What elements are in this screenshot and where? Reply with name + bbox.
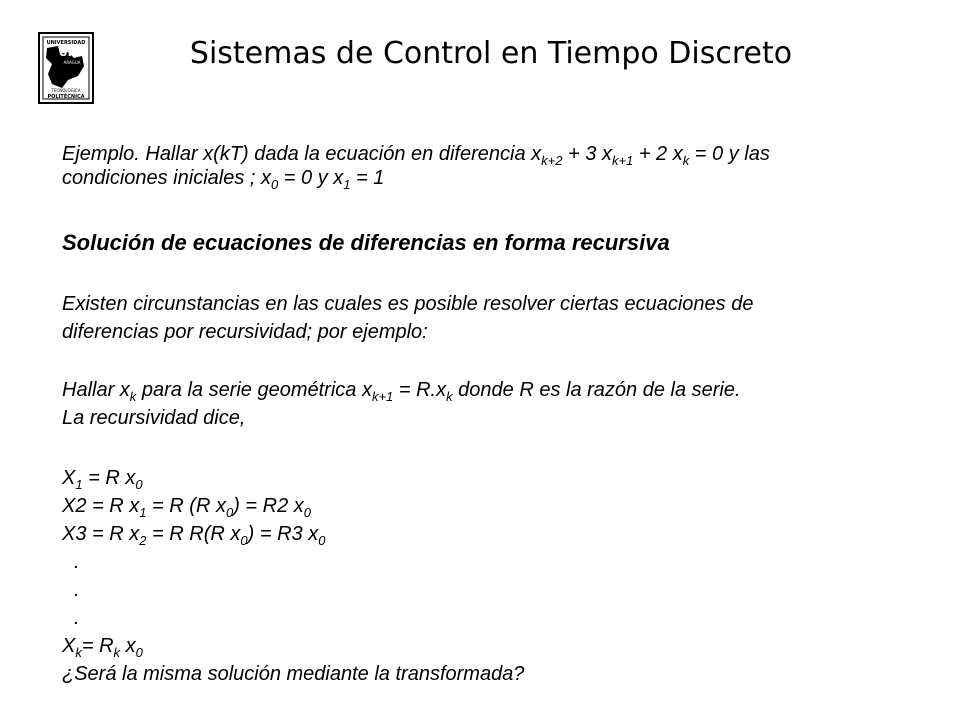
subscript: k [129, 389, 137, 404]
text: = R.x [393, 379, 447, 401]
example-line-1 [62, 142, 770, 166]
subscript: 2 [139, 533, 147, 548]
hallar-line [62, 378, 741, 402]
logo-upt-text: UPT [58, 46, 84, 59]
paragraph-line-2: diferencias por recursividad; por ejemplo: [62, 321, 428, 343]
example-line-2 [62, 166, 384, 190]
text: + 2 x [633, 143, 683, 165]
text: = 0 y las [689, 143, 770, 165]
subscript: k+1 [371, 389, 394, 404]
logo-university-text: UNIVERSIDAD [46, 40, 86, 46]
logo-aragua-text: ARAGUA [63, 60, 81, 65]
text: para la serie geométrica x [136, 379, 372, 401]
equation-k [62, 634, 143, 658]
subscript: 1 [343, 177, 351, 192]
subscript: 0 [318, 533, 326, 548]
subscript: k [446, 389, 453, 404]
logo-tecnologica-text: TECNOLÓGICA [51, 88, 81, 93]
text: = 1 [350, 167, 385, 189]
equation-3 [62, 522, 325, 546]
equation-1 [62, 466, 143, 490]
recursividad-line: La recursividad dice, [62, 407, 246, 429]
text: X [62, 467, 76, 489]
subscript: k+2 [541, 153, 563, 168]
text: condiciones iniciales ; x [62, 167, 271, 189]
subscript: k [75, 645, 82, 660]
text: ) = R2 x [233, 495, 304, 517]
text: X2 = R x [62, 495, 140, 517]
text: x [120, 635, 136, 657]
ellipsis-dot-3: . [74, 607, 80, 629]
text: Hallar x [62, 379, 130, 401]
question-line: ¿Será la misma solución mediante la transformada? [62, 663, 525, 685]
paragraph-line-1: Existen circunstancias en las cuales es posible resolver ciertas ecuaciones de [62, 293, 754, 315]
text: X3 = R x [62, 523, 140, 545]
text: ) = R3 x [247, 523, 319, 545]
text: Ejemplo. Hallar x(kT) dada la ecuación en diferencia x [62, 143, 542, 165]
subscript: k [682, 153, 690, 168]
subscript: 0 [135, 477, 143, 492]
subscript: 1 [139, 505, 147, 520]
section-heading: Solución de ecuaciones de diferencias en forma recursiva [62, 230, 670, 255]
subscript: k+1 [611, 153, 634, 168]
ellipsis-dot-2: . [74, 579, 80, 601]
text: = R R(R x [146, 523, 241, 545]
text: = 0 y x [278, 167, 344, 189]
ellipsis-dot-1: . [74, 551, 80, 573]
text: = R [81, 635, 114, 657]
text: = R (R x [146, 495, 226, 517]
subscript: 0 [303, 505, 311, 520]
subscript: 0 [225, 505, 234, 520]
text: = R x [82, 467, 136, 489]
text: X [62, 635, 76, 657]
logo-politecnica-text: POLITÉCNICA [47, 94, 85, 100]
subscript: 0 [240, 533, 248, 548]
slide-title: Sistemas de Control en Tiempo Discreto [189, 36, 793, 71]
text: donde R es la razón de la serie. [452, 379, 741, 401]
subscript: 0 [135, 645, 143, 660]
equation-2 [62, 494, 311, 518]
text: + 3 x [562, 143, 612, 165]
subscript: 1 [75, 477, 83, 492]
subscript: 0 [271, 177, 279, 192]
subscript: k [113, 645, 121, 660]
